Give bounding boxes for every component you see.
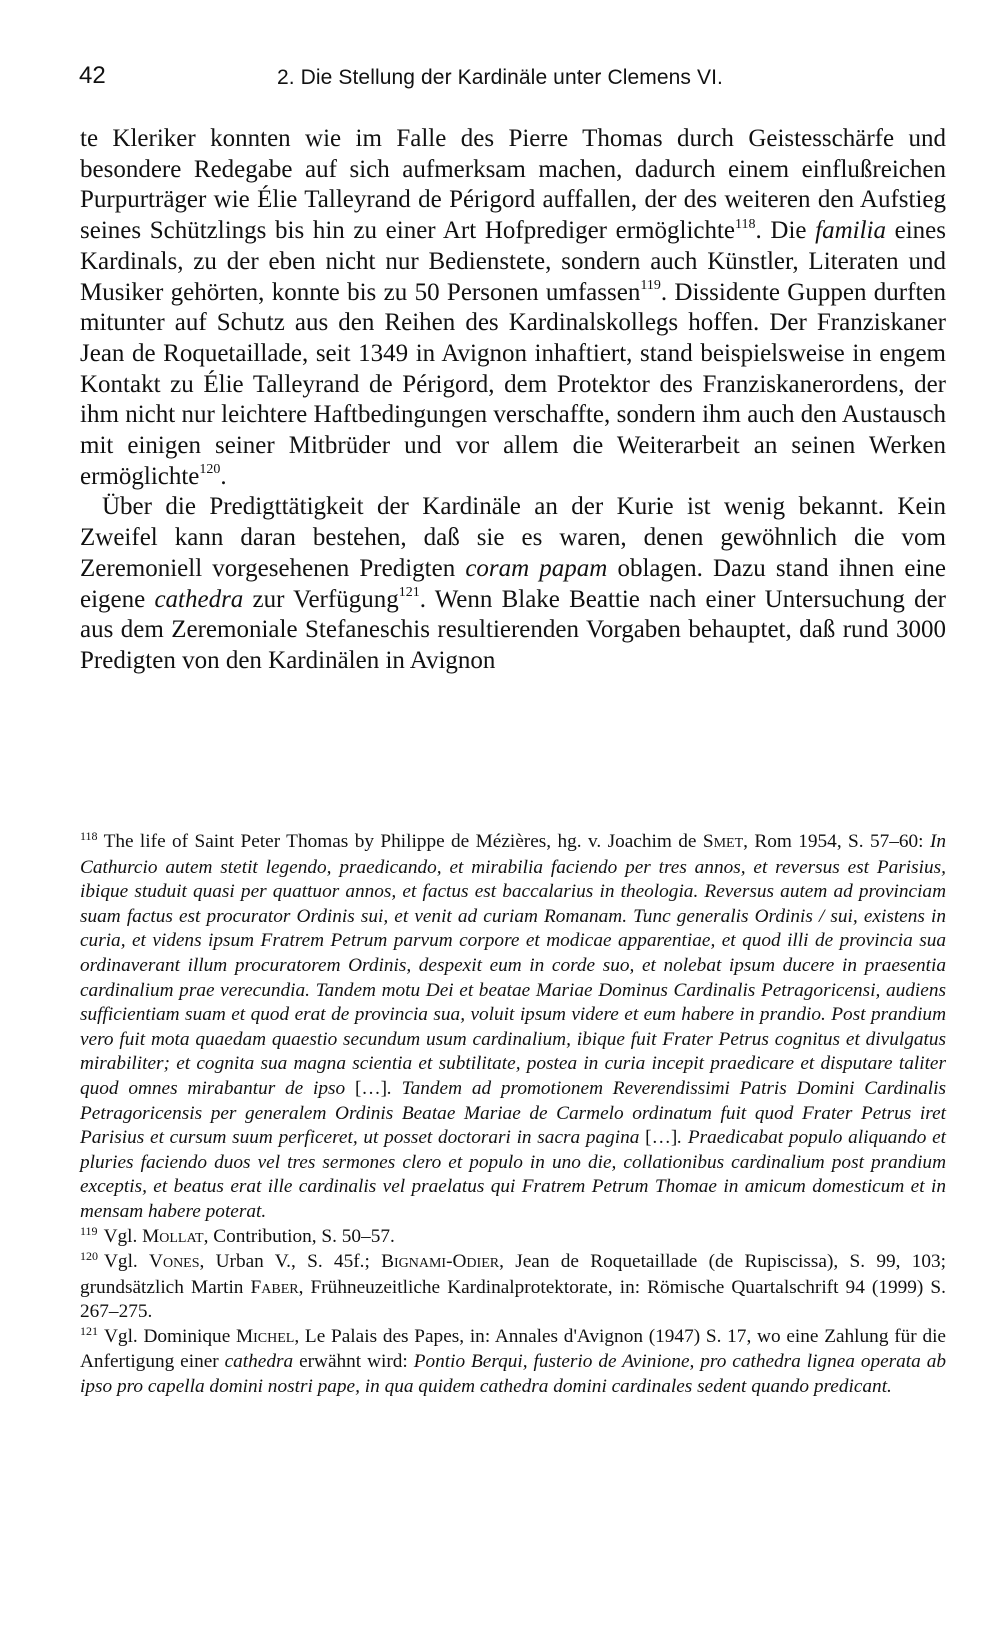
text-run: , Rom 1954, S. 57–60: (743, 831, 930, 852)
author-name: Smet (702, 831, 744, 852)
author-name: Mollat (142, 1225, 204, 1247)
footnote-120 (80, 1250, 946, 1325)
paragraph-2 (80, 492, 946, 676)
text-run: , Contribution, S. 50–57. (203, 1225, 395, 1247)
footnote-ref-119[interactable]: 119 (640, 278, 661, 294)
footnote-number: 118 (80, 829, 98, 843)
text-run: oblagen. Dazu stand ihnen eine eigene (80, 554, 947, 613)
text-run: , Jean de Roquetaillade (de Rupiscissa), S. 99, 103; grundsätzlich Martin (80, 1251, 946, 1298)
author-name: Bignami-Odier (381, 1251, 500, 1273)
latin-quote: Pontio Berqui, fusterio de Avinione, pro cathedra lignea operata ab ipso pro capella domini nostri pape, in qua quidem cathedra domini cardinales sedent quando predicant. (80, 1351, 946, 1398)
footnote-ref-121[interactable]: 121 (398, 585, 420, 601)
latin-quote: . Tandem ad promotionem Reverendissimi Patris Domini Cardinalis Petragoricensis per generalem Ordinis Beatae Mariae de Carmelo ordinatum fuit quod Frater Petrus iret Parisius et cursum suum perficeret, ut posset doctorari in sacra pagina (80, 1077, 946, 1149)
text-run: Vgl. (103, 1225, 143, 1247)
text-run: . Dissidente Guppen durften mitunter auf Schutz aus den Reihen des Kardinalskollegs hoffen. Der Franziskaner Jean de Roquetaillade, seit 1349 in Avignon inhaftiert, stand beispielsweise in engem Kontakt zu Élie Talleyrand de Périgord, dem Protektor des Franziskanerordens, der ihm nicht nur leichtere Haftbedingungen verschaffte, sondern ihm auch den Austausch mit einigen seiner Mitbrüder und vor allem die Weiterarbeit an seinen Werken ermöglichte (80, 278, 946, 490)
footnote-ref-118[interactable]: 118 (735, 216, 756, 232)
italic-term: cathedra (154, 585, 244, 613)
running-head: 2. Die Stellung der Kardinäle unter Clemens VI. (277, 66, 723, 89)
footnote-number: 121 (80, 1323, 98, 1338)
footnote-ref-120[interactable]: 120 (199, 462, 221, 478)
main-text (80, 124, 946, 677)
text-run: Vgl. (104, 1251, 150, 1273)
text-run: , Urban V., S. 45f.; (199, 1251, 382, 1273)
footnote-118 (80, 830, 946, 1225)
footnote-number: 119 (80, 1223, 98, 1238)
text-run: eines Kardinals, zu der eben nicht nur Bedienstete, sondern auch Künstler, Literaten und Musiker gehörten, konnte bis zu 50 Personen umfassen (80, 217, 946, 306)
paragraph-1 (80, 124, 946, 492)
footnotes-section (80, 830, 946, 1400)
text-run: Vgl. Dominique (104, 1325, 236, 1347)
text-run: zur Verfügung (243, 585, 399, 613)
text-run: Über die Predigttätigkeit der Kardinäle an der Kurie ist wenig bekannt. Kein Zweifel kann daran bestehen, daß sie es waren, denen gewöhnlich die vom Zeremoniell vorgesehenen Predigten (80, 493, 946, 582)
text-run: te Kleriker konnten wie im Falle des Pierre Thomas durch Geistesschärfe und besondere Redegabe auf sich aufmerksam machen, dadurch einem einflußreichen Purpurträger wie Élie Talleyrand de Périgord auffallen, der des weiteren den Aufstieg seines Schützlings bis hin zu einer Art Hofprediger ermöglichte (80, 125, 946, 245)
latin-quote: In Cathurcio autem stetit legendo, praedicando, et mirabilia faciendo per tres annos, et reversus est Parisius, ibique studuit quasi per quattuor annos, et factus est baccalarius in theologia. Reversus autem ad provinciam suam factus est procurator Ordinis sui, et venit ad curiam Romanam. Tunc generalis Ordinis / sui, existens in curia, et videns ipsum Fratrem Petrum parvum corpore et modicae apparentiae, et quod illi de provincia sua ordinaverant illum procuratorem Ordinis, despexit eum in corde suo, et nolebat ipsum ducere in praesentia cardinalium prae verecundia. Tandem motu Dei et beatae Mariae Dominus Cardinalis Petragoricensi, audiens sufficientiam suam et quod erat de provincia sua, voluit ipsum videre et eum habere in prandio. Post prandium vero fuit mota quaedam quaestio secundum usum cardinalium, ibique fuit Frater Petrus cognitus et divulgatus mirabiliter; et cognita sua magna scientia et subtilitate, postea in curia incepit praedicare et disputare taliter quod omnes mirabantur de ipso (80, 831, 946, 1099)
text-run: erwähnt wird: (293, 1351, 414, 1373)
footnote-number: 120 (80, 1249, 98, 1264)
latin-quote: . Praedicabat populo aliquando et pluries faciendo duos vel tres sermones clero et populo in uno die, collationibus cardinalium post prandium exceptis, et beatus erat ille cardinalis vel praelatus qui Fratrem Petrum Thomae in amicum domesticum et in mensam habere poterat. (80, 1127, 947, 1222)
italic-term: cathedra (224, 1351, 294, 1373)
author-name: Faber (250, 1276, 299, 1298)
italic-term: familia (815, 217, 886, 245)
text-run: , Le Palais des Papes, in: Annales d'Avignon (1947) S. 17, wo eine Zahlung für die Anfertigung einer (80, 1325, 946, 1373)
ellipsis: […] (354, 1077, 388, 1099)
footnote-121 (80, 1325, 946, 1400)
text-run: The life of Saint Peter Thomas by Philippe de Mézières, hg. v. Joachim de (103, 831, 703, 852)
text-run: . (220, 462, 227, 490)
ellipsis: […] (645, 1127, 678, 1149)
text-run: , Frühneuzeitliche Kardinalprotektorate, in: Römische Quartalschrift 94 (1999) S. 267–275. (80, 1276, 946, 1323)
author-name: Michel (236, 1325, 295, 1347)
author-name: Vones (149, 1251, 200, 1273)
footnote-119 (80, 1225, 946, 1251)
text-run: . Wenn Blake Beattie nach einer Untersuchung der aus dem Zeremoniale Stefaneschis resultierenden Vorgaben behauptet, daß rund 3000 Predigten von den Kardinälen in Avignon (80, 585, 946, 674)
text-run: . Die (755, 217, 816, 245)
italic-term: coram papam (465, 554, 608, 582)
page-number: 42 (79, 62, 106, 89)
